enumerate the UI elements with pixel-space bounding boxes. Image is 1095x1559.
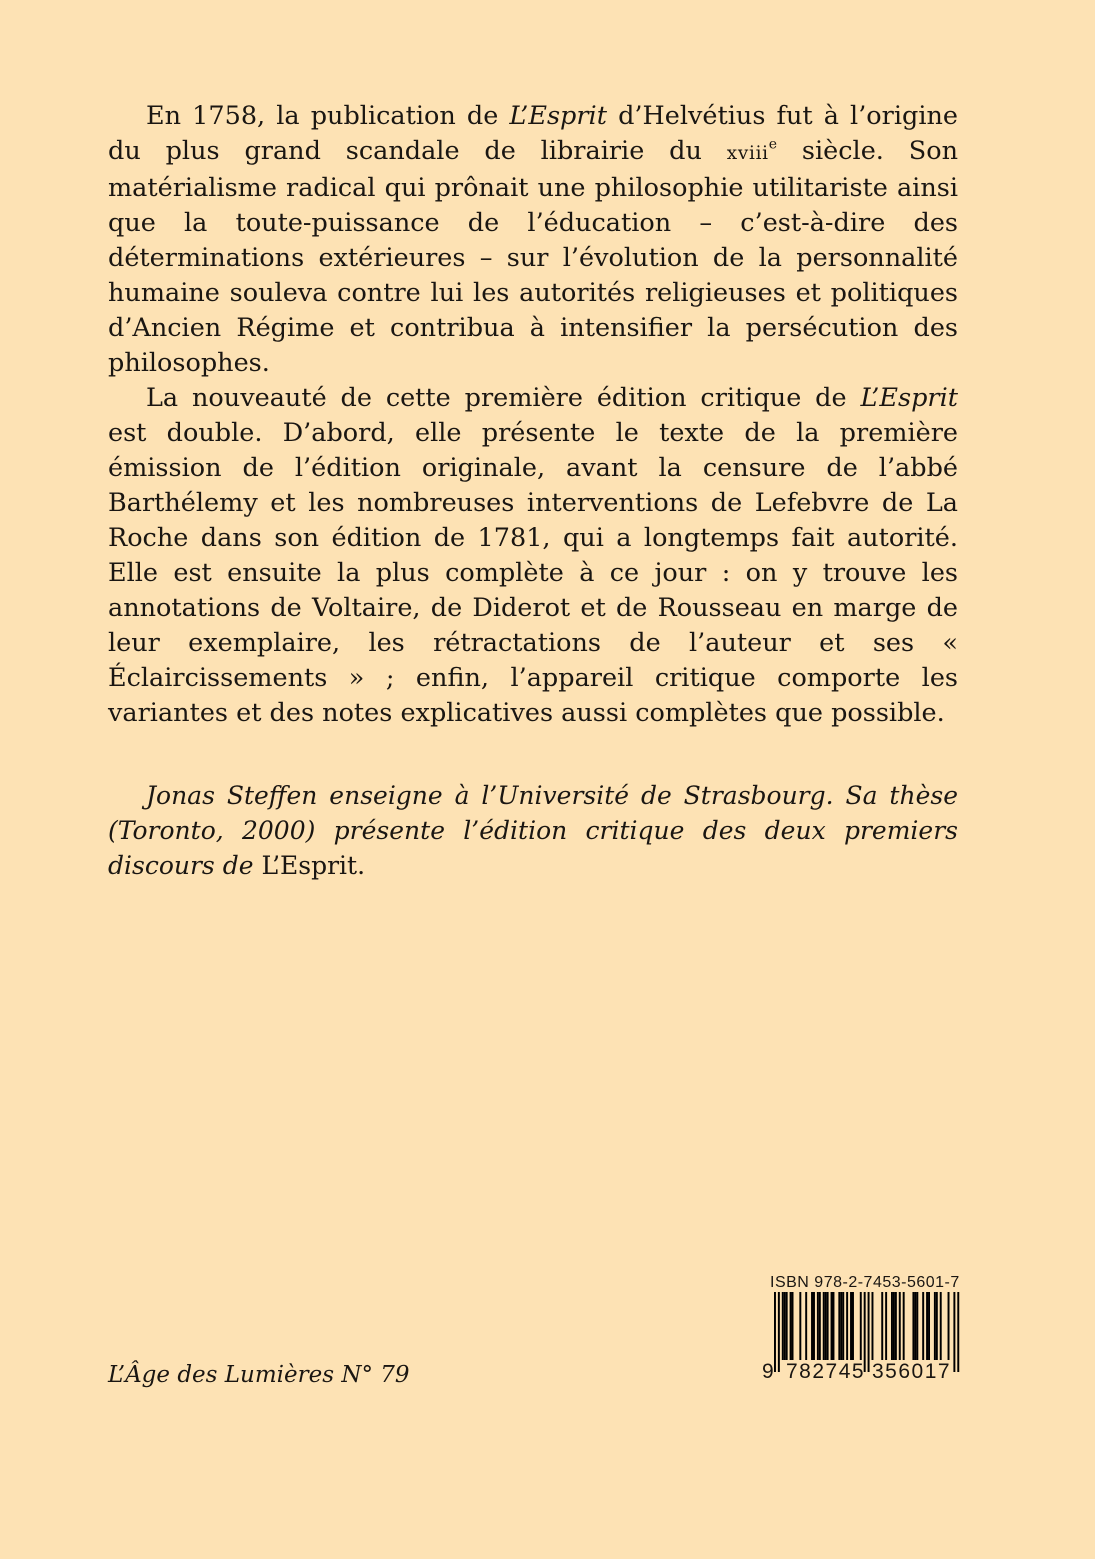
barcode-bar: [895, 1292, 897, 1360]
text-run: est double. D’abord, elle présente le texte de la première émission de l’édition originale, avant la censure de l’abbé Barthélemy et les nombreuses interventions de Lefebvre de La Roche dans son édition de 1781, qui a longtemps fait autorité. Elle est ensuite la plus complète à ce jour : on y trouve les annotations de Voltaire, de Diderot et de Rousseau en marge de leur exemplaire, les rétractations de l’auteur et ses « Éclaircissements » ; enfin, l’appareil critique comporte les variantes et des notes explicatives aussi complètes que possible.: [108, 418, 958, 728]
ean-right-group: 356017: [872, 1360, 952, 1383]
century-roman-numeral: xviii: [726, 143, 769, 164]
text-run: La nouveauté de cette première édition critique de: [146, 383, 861, 413]
text-run: .: [357, 851, 366, 880]
barcode-bar: [850, 1292, 852, 1360]
barcode-bar: [792, 1292, 794, 1360]
barcode-bar: [912, 1292, 914, 1360]
barcode-bar: [790, 1292, 792, 1360]
barcode-bar: [899, 1292, 901, 1360]
barcode-bar: [948, 1292, 950, 1360]
barcode-bar: [860, 1292, 862, 1360]
barcode-bar: [846, 1292, 848, 1360]
text-run: siècle. Son matérialisme radical qui prônait une philosophie utilitariste ainsi que la toute-puissance de l’éducation – c’est-à-dire des déterminations extérieures – sur l’évolution de la personnalité humaine souleva contre lui les autorités religieuses et politiques d’Ancien Régime et contribua à intensifier la persécution des philosophes.: [108, 136, 959, 378]
barcode-bar: [833, 1292, 835, 1360]
barcode-bar: [813, 1292, 815, 1360]
ean-left-group: 782745: [786, 1360, 866, 1383]
barcode-bar: [891, 1292, 893, 1360]
barcode-bar: [953, 1292, 955, 1372]
barcode-bar: [840, 1292, 842, 1360]
barcode-bar: [823, 1292, 825, 1360]
barcode-bar: [831, 1292, 833, 1360]
barcode-bar: [799, 1292, 801, 1360]
barcode-bar: [825, 1292, 827, 1360]
barcode-bar: [936, 1292, 938, 1360]
barcode-bar: [811, 1292, 813, 1360]
barcode-bar: [903, 1292, 905, 1360]
barcode-bar: [928, 1292, 930, 1360]
isbn-label: ISBN 978-2-7453-5601-7: [770, 1274, 960, 1291]
text-run: En 1758, la publication de: [146, 101, 510, 131]
book-title-italic: L’Esprit: [860, 383, 958, 413]
book-title-italic: L’Esprit: [509, 101, 607, 131]
ean-first-digit: 9: [762, 1360, 774, 1383]
barcode-bar: [916, 1292, 918, 1360]
barcode-bar: [957, 1292, 959, 1372]
century-superscript: e: [768, 136, 778, 153]
barcode-bar: [786, 1292, 788, 1360]
barcode-bar: [940, 1292, 942, 1360]
barcode-bar: [784, 1292, 786, 1360]
series-label: L’Âge des Lumières N° 79: [108, 1362, 410, 1388]
barcode-bar: [827, 1292, 829, 1360]
blurb-paragraph-1: [108, 99, 958, 381]
barcode-bar: [838, 1292, 840, 1360]
barcode-bar: [774, 1292, 776, 1372]
barcode-bar: [842, 1292, 844, 1360]
barcode-bar: [778, 1292, 780, 1372]
barcode-bar: [868, 1292, 870, 1372]
book-title-upright: L’Esprit: [261, 851, 358, 880]
barcode-bar: [914, 1292, 916, 1360]
blurb: [108, 99, 958, 731]
text-run: d’Helvétius fut à l’origine du plus grand scandale de librairie du: [108, 101, 958, 166]
barcode-bar: [881, 1292, 883, 1360]
barcode-bar: [926, 1292, 928, 1360]
barcode-bar: [805, 1292, 807, 1360]
barcode-bar: [885, 1292, 887, 1360]
barcode-bar: [819, 1292, 821, 1360]
text-run: Jonas Steffen enseigne à l’Université de Strasbourg. Sa thèse (Toronto, 2000) présente l’édition critique des deux premiers discours de: [108, 781, 958, 880]
author-note: [108, 778, 958, 883]
barcode-bar: [782, 1292, 784, 1360]
barcode-bar: [852, 1292, 854, 1360]
isbn-barcode-block: [762, 1274, 962, 1404]
barcode-bar: [872, 1292, 874, 1360]
barcode-bar: [893, 1292, 895, 1360]
blurb-paragraph-2: [108, 381, 958, 731]
barcode-bar: [934, 1292, 936, 1360]
barcode-bar: [922, 1292, 924, 1360]
barcode-bar: [817, 1292, 819, 1360]
